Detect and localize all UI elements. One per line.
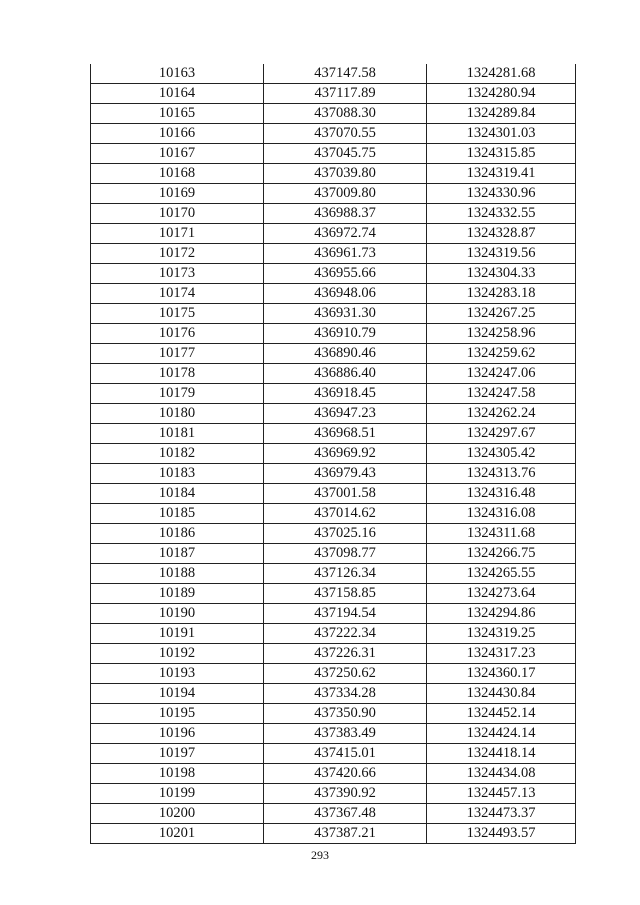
point-id-cell: 10188 [91, 564, 264, 584]
y-coordinate-cell: 1324281.68 [427, 64, 576, 84]
x-coordinate-cell: 436972.74 [264, 224, 427, 244]
x-coordinate-cell: 437334.28 [264, 684, 427, 704]
table-row [91, 684, 576, 704]
table-row [91, 544, 576, 564]
y-coordinate-cell: 1324332.55 [427, 204, 576, 224]
x-coordinate-cell: 437039.80 [264, 164, 427, 184]
point-id-cell: 10171 [91, 224, 264, 244]
table-row [91, 64, 576, 84]
x-coordinate-cell: 436955.66 [264, 264, 427, 284]
table-row [91, 364, 576, 384]
table-row [91, 444, 576, 464]
table-row [91, 384, 576, 404]
point-id-cell: 10175 [91, 304, 264, 324]
x-coordinate-cell: 436886.40 [264, 364, 427, 384]
y-coordinate-cell: 1324317.23 [427, 644, 576, 664]
table-row [91, 264, 576, 284]
y-coordinate-cell: 1324330.96 [427, 184, 576, 204]
y-coordinate-cell: 1324247.58 [427, 384, 576, 404]
point-id-cell: 10168 [91, 164, 264, 184]
x-coordinate-cell: 437158.85 [264, 584, 427, 604]
table-row [91, 624, 576, 644]
point-id-cell: 10178 [91, 364, 264, 384]
point-id-cell: 10193 [91, 664, 264, 684]
point-id-cell: 10192 [91, 644, 264, 664]
point-id-cell: 10172 [91, 244, 264, 264]
table-row [91, 664, 576, 684]
table-row [91, 644, 576, 664]
y-coordinate-cell: 1324493.57 [427, 824, 576, 844]
x-coordinate-cell: 437045.75 [264, 144, 427, 164]
y-coordinate-cell: 1324262.24 [427, 404, 576, 424]
table-row [91, 164, 576, 184]
table-row [91, 404, 576, 424]
table-row [91, 144, 576, 164]
x-coordinate-cell: 436948.06 [264, 284, 427, 304]
y-coordinate-cell: 1324294.86 [427, 604, 576, 624]
y-coordinate-cell: 1324316.08 [427, 504, 576, 524]
y-coordinate-cell: 1324311.68 [427, 524, 576, 544]
table-row [91, 824, 576, 844]
x-coordinate-cell: 437014.62 [264, 504, 427, 524]
point-id-cell: 10177 [91, 344, 264, 364]
x-coordinate-cell: 436910.79 [264, 324, 427, 344]
point-id-cell: 10181 [91, 424, 264, 444]
point-id-cell: 10200 [91, 804, 264, 824]
point-id-cell: 10184 [91, 484, 264, 504]
x-coordinate-cell: 437126.34 [264, 564, 427, 584]
x-coordinate-cell: 437250.62 [264, 664, 427, 684]
y-coordinate-cell: 1324247.06 [427, 364, 576, 384]
x-coordinate-cell: 436918.45 [264, 384, 427, 404]
x-coordinate-cell: 436968.51 [264, 424, 427, 444]
y-coordinate-cell: 1324280.94 [427, 84, 576, 104]
point-id-cell: 10196 [91, 724, 264, 744]
x-coordinate-cell: 437117.89 [264, 84, 427, 104]
table-row [91, 784, 576, 804]
point-id-cell: 10197 [91, 744, 264, 764]
y-coordinate-cell: 1324434.08 [427, 764, 576, 784]
point-id-cell: 10199 [91, 784, 264, 804]
x-coordinate-cell: 437387.21 [264, 824, 427, 844]
coordinate-table-body [91, 64, 576, 844]
point-id-cell: 10201 [91, 824, 264, 844]
point-id-cell: 10194 [91, 684, 264, 704]
y-coordinate-cell: 1324304.33 [427, 264, 576, 284]
point-id-cell: 10198 [91, 764, 264, 784]
x-coordinate-cell: 437222.34 [264, 624, 427, 644]
x-coordinate-cell: 437390.92 [264, 784, 427, 804]
y-coordinate-cell: 1324473.37 [427, 804, 576, 824]
table-row [91, 84, 576, 104]
point-id-cell: 10186 [91, 524, 264, 544]
y-coordinate-cell: 1324297.67 [427, 424, 576, 444]
y-coordinate-cell: 1324316.48 [427, 484, 576, 504]
point-id-cell: 10189 [91, 584, 264, 604]
table-row [91, 464, 576, 484]
y-coordinate-cell: 1324266.75 [427, 544, 576, 564]
table-row [91, 724, 576, 744]
table-row [91, 244, 576, 264]
point-id-cell: 10174 [91, 284, 264, 304]
x-coordinate-cell: 437098.77 [264, 544, 427, 564]
table-row [91, 204, 576, 224]
y-coordinate-cell: 1324259.62 [427, 344, 576, 364]
y-coordinate-cell: 1324424.14 [427, 724, 576, 744]
point-id-cell: 10190 [91, 604, 264, 624]
point-id-cell: 10165 [91, 104, 264, 124]
point-id-cell: 10166 [91, 124, 264, 144]
table-row [91, 344, 576, 364]
point-id-cell: 10195 [91, 704, 264, 724]
x-coordinate-cell: 437383.49 [264, 724, 427, 744]
table-row [91, 424, 576, 444]
table-row [91, 764, 576, 784]
x-coordinate-cell: 436969.92 [264, 444, 427, 464]
point-id-cell: 10183 [91, 464, 264, 484]
y-coordinate-cell: 1324265.55 [427, 564, 576, 584]
x-coordinate-cell: 437147.58 [264, 64, 427, 84]
y-coordinate-cell: 1324301.03 [427, 124, 576, 144]
x-coordinate-cell: 437088.30 [264, 104, 427, 124]
table-row [91, 224, 576, 244]
table-row [91, 584, 576, 604]
x-coordinate-cell: 437420.66 [264, 764, 427, 784]
point-id-cell: 10163 [91, 64, 264, 84]
table-row [91, 324, 576, 344]
y-coordinate-cell: 1324319.25 [427, 624, 576, 644]
y-coordinate-cell: 1324418.14 [427, 744, 576, 764]
point-id-cell: 10173 [91, 264, 264, 284]
x-coordinate-cell: 437194.54 [264, 604, 427, 624]
y-coordinate-cell: 1324328.87 [427, 224, 576, 244]
table-row [91, 184, 576, 204]
y-coordinate-cell: 1324305.42 [427, 444, 576, 464]
x-coordinate-cell: 436979.43 [264, 464, 427, 484]
table-row [91, 704, 576, 724]
point-id-cell: 10164 [91, 84, 264, 104]
point-id-cell: 10169 [91, 184, 264, 204]
y-coordinate-cell: 1324319.56 [427, 244, 576, 264]
x-coordinate-cell: 436931.30 [264, 304, 427, 324]
point-id-cell: 10187 [91, 544, 264, 564]
x-coordinate-cell: 437009.80 [264, 184, 427, 204]
point-id-cell: 10167 [91, 144, 264, 164]
page-number: 293 [311, 848, 329, 862]
x-coordinate-cell: 436890.46 [264, 344, 427, 364]
y-coordinate-cell: 1324360.17 [427, 664, 576, 684]
table-row [91, 104, 576, 124]
y-coordinate-cell: 1324315.85 [427, 144, 576, 164]
table-row [91, 524, 576, 544]
point-id-cell: 10170 [91, 204, 264, 224]
coordinate-table [90, 64, 576, 844]
table-row [91, 604, 576, 624]
table-row [91, 744, 576, 764]
table-row [91, 284, 576, 304]
y-coordinate-cell: 1324452.14 [427, 704, 576, 724]
table-row [91, 484, 576, 504]
x-coordinate-cell: 437350.90 [264, 704, 427, 724]
point-id-cell: 10182 [91, 444, 264, 464]
x-coordinate-cell: 436947.23 [264, 404, 427, 424]
x-coordinate-cell: 437226.31 [264, 644, 427, 664]
y-coordinate-cell: 1324289.84 [427, 104, 576, 124]
x-coordinate-cell: 436988.37 [264, 204, 427, 224]
y-coordinate-cell: 1324313.76 [427, 464, 576, 484]
table-row [91, 804, 576, 824]
x-coordinate-cell: 437025.16 [264, 524, 427, 544]
y-coordinate-cell: 1324319.41 [427, 164, 576, 184]
y-coordinate-cell: 1324457.13 [427, 784, 576, 804]
table-row [91, 124, 576, 144]
x-coordinate-cell: 437367.48 [264, 804, 427, 824]
x-coordinate-cell: 436961.73 [264, 244, 427, 264]
y-coordinate-cell: 1324283.18 [427, 284, 576, 304]
x-coordinate-cell: 437070.55 [264, 124, 427, 144]
point-id-cell: 10179 [91, 384, 264, 404]
point-id-cell: 10180 [91, 404, 264, 424]
x-coordinate-cell: 437001.58 [264, 484, 427, 504]
y-coordinate-cell: 1324267.25 [427, 304, 576, 324]
point-id-cell: 10185 [91, 504, 264, 524]
table-row [91, 304, 576, 324]
y-coordinate-cell: 1324258.96 [427, 324, 576, 344]
y-coordinate-cell: 1324273.64 [427, 584, 576, 604]
y-coordinate-cell: 1324430.84 [427, 684, 576, 704]
table-row [91, 564, 576, 584]
point-id-cell: 10191 [91, 624, 264, 644]
point-id-cell: 10176 [91, 324, 264, 344]
table-row [91, 504, 576, 524]
x-coordinate-cell: 437415.01 [264, 744, 427, 764]
